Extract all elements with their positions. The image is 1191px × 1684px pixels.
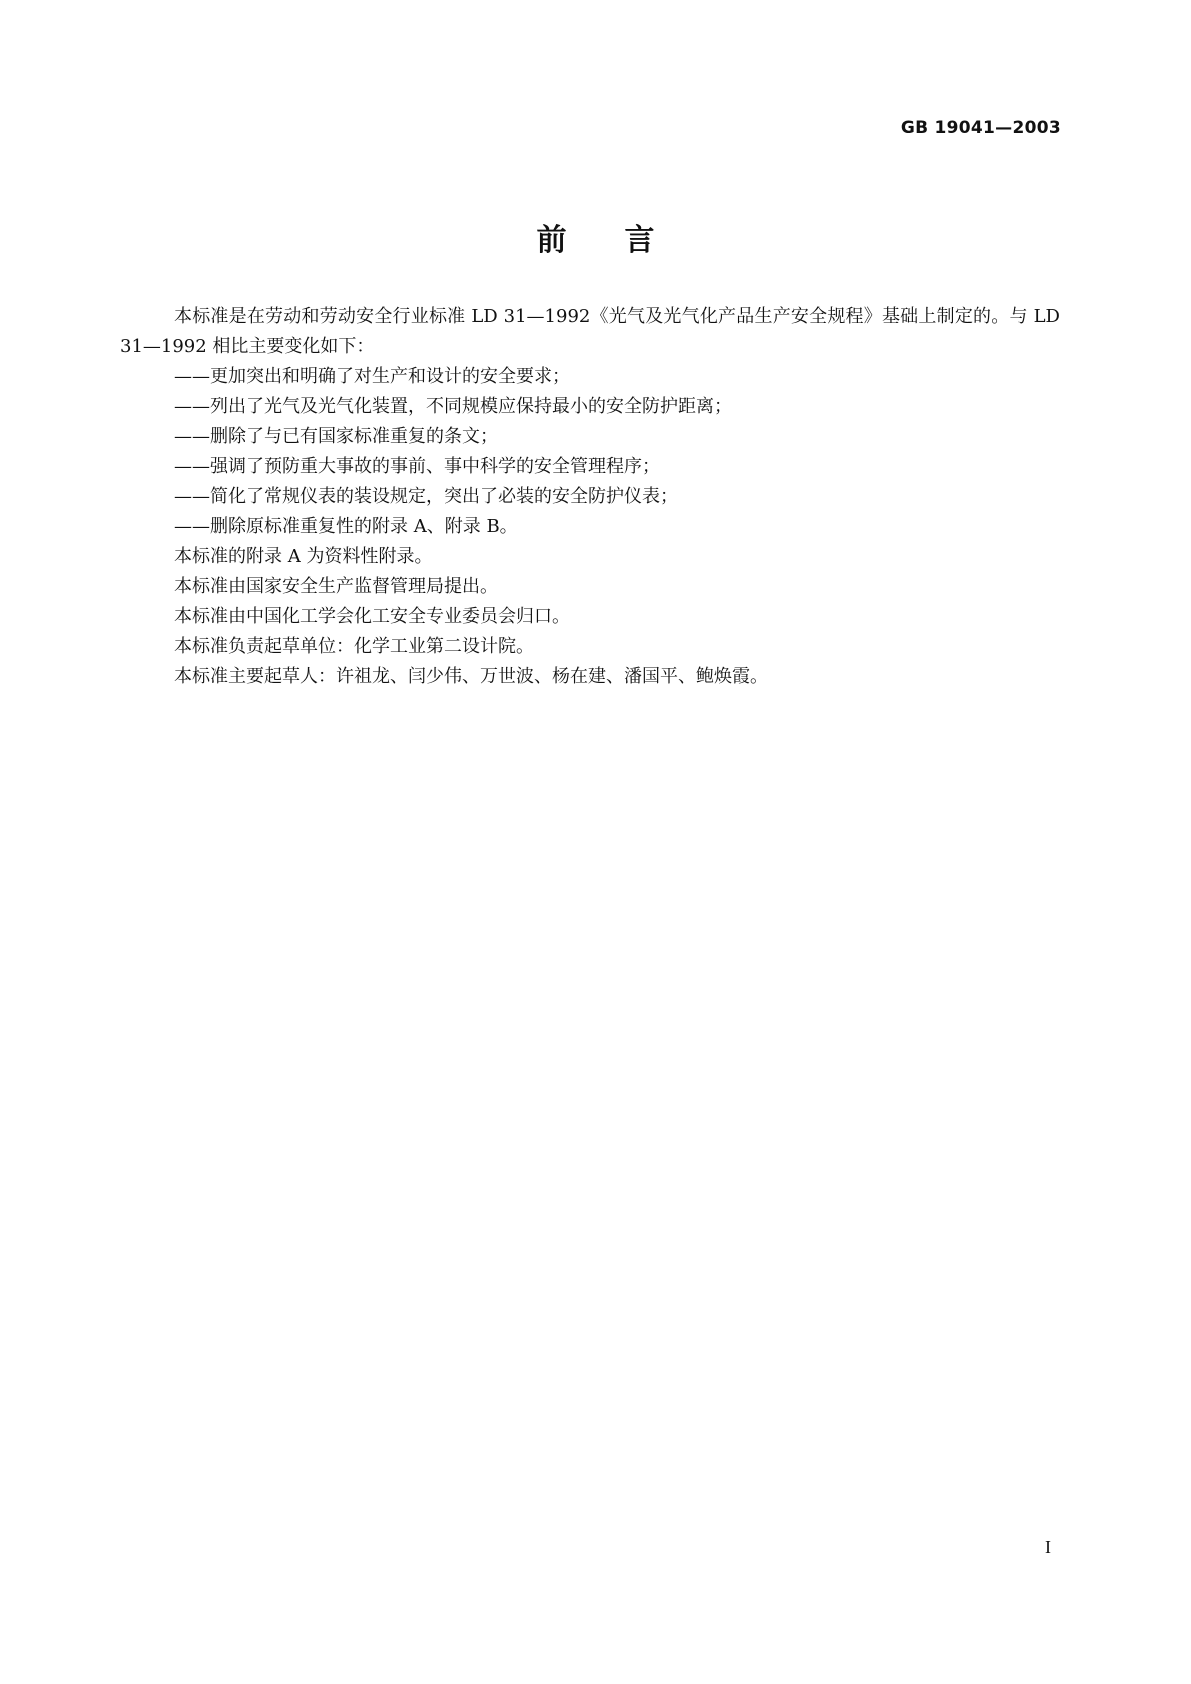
change-item: ——删除原标准重复性的附录 A、附录 B。	[174, 516, 518, 537]
foreword-body	[120, 302, 1060, 692]
drafters-statement: 本标准主要起草人：许祖龙、闫少伟、万世波、杨在建、潘国平、鲍焕霞。	[174, 666, 768, 687]
change-item: ——强调了预防重大事故的事前、事中科学的安全管理程序；	[174, 456, 660, 477]
change-item: ——列出了光气及光气化装置，不同规模应保持最小的安全防护距离；	[174, 396, 732, 417]
page-title: 前言	[536, 223, 713, 258]
changes-list	[120, 362, 1060, 542]
page-number: I	[1045, 1537, 1051, 1557]
change-item: ——简化了常规仪表的装设规定，突出了必装的安全防护仪表；	[174, 486, 678, 507]
standard-number: GB 19041—2003	[900, 118, 1061, 138]
change-item: ——删除了与已有国家标准重复的条文；	[174, 426, 498, 447]
proposer-statement: 本标准由国家安全生产监督管理局提出。	[174, 576, 498, 597]
change-item: ——更加突出和明确了对生产和设计的安全要求；	[174, 366, 570, 387]
drafting-unit-statement: 本标准负责起草单位：化学工业第二设计院。	[174, 636, 534, 657]
intro-paragraph: 本标准是在劳动和劳动安全行业标准 LD 31—1992《光气及光气化产品生产安全规程》基础上制定的。与 LD 31—1992 相比主要变化如下：	[120, 306, 1060, 357]
centralized-by-statement: 本标准由中国化工学会化工安全专业委员会归口。	[174, 606, 570, 627]
annex-statement: 本标准的附录 A 为资料性附录。	[174, 546, 433, 567]
